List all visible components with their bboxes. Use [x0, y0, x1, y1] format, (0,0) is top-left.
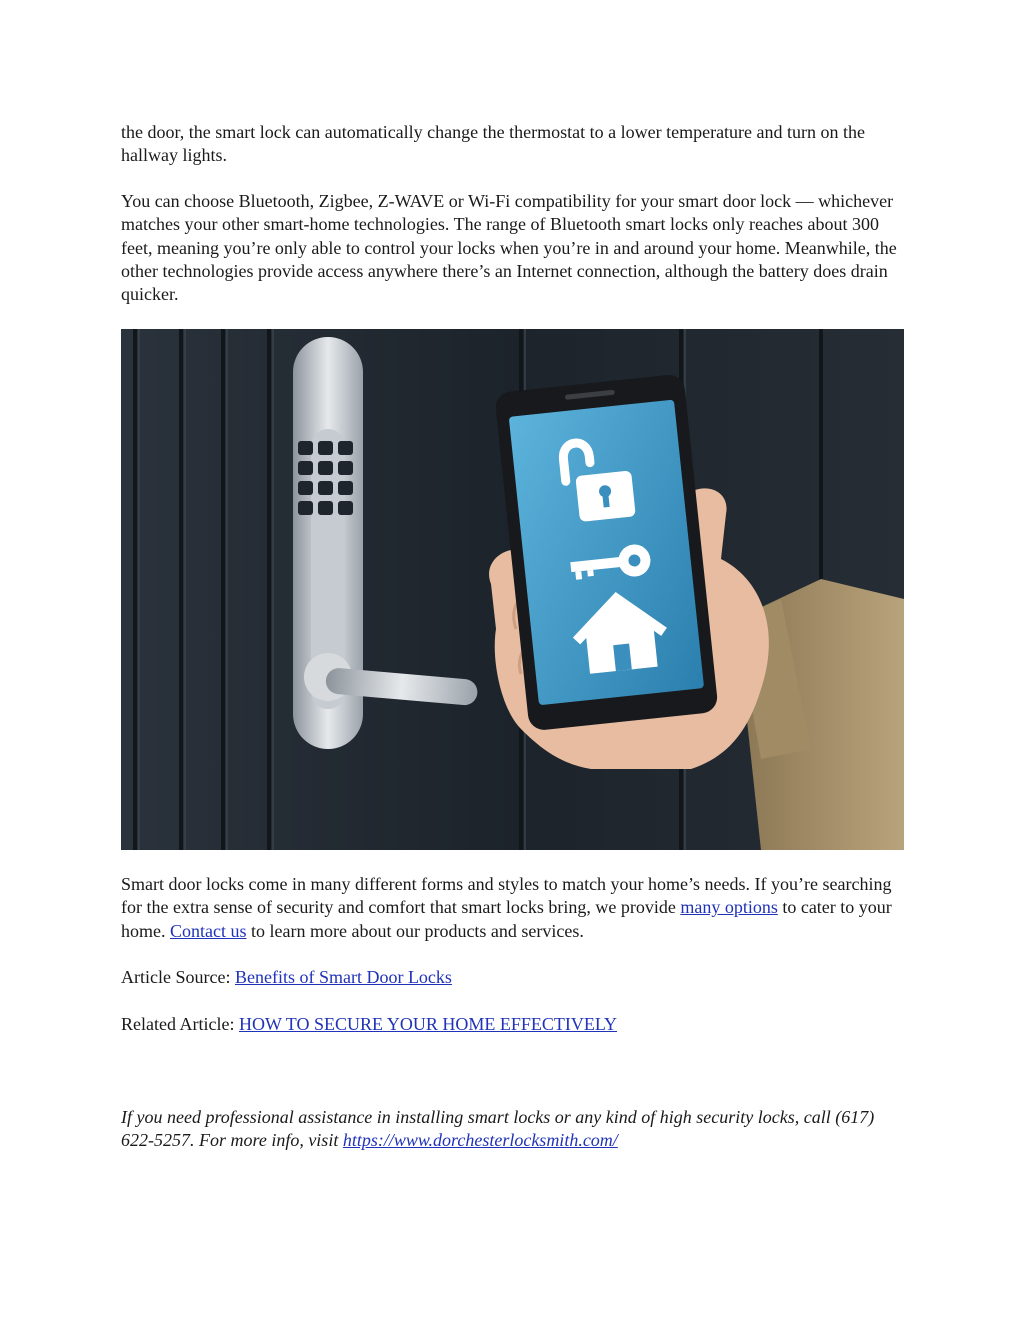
- paragraph-text: to cater to your home.: [121, 897, 892, 941]
- paragraph-text: the door, the smart lock can automatically change the thermostat to a lower temperature and turn on the hallway lights.: [121, 122, 866, 166]
- related-article-link[interactable]: HOW TO SECURE YOUR HOME EFFECTIVELY: [238, 1014, 618, 1034]
- website-link[interactable]: https://www.dorchesterlocksmith.com/: [342, 1130, 618, 1151]
- paragraph-options: [121, 873, 911, 943]
- many-options-link[interactable]: many options: [680, 897, 778, 918]
- paragraph-text: You can choose Bluetooth, Zigbee, Z-WAVE or Wi-Fi compatibility for your smart door lock — whichever matches your other smart-home technologies. The range of Bluetooth smart locks only reaches about 300 feet, meaning you’re only able to control your locks when you’re in and around your home. Meanwhile, the other technologies provide access anywhere there’s an Internet connection, although the battery does drain quicker.: [121, 191, 897, 305]
- article-source: [121, 966, 911, 989]
- footer-text: If you need professional assistance in installing smart locks or any kind of high security locks, call (617) 622-5257. For more info, visit: [121, 1107, 875, 1151]
- paragraph-intro-continued: [121, 121, 911, 168]
- related-article: [121, 1013, 911, 1036]
- paragraph-text: Smart door locks come in many different forms and styles to match your home’s needs. If you’re searching for the extra sense of security and comfort that smart locks bring, we provide: [121, 874, 892, 918]
- contact-us-link[interactable]: Contact us: [170, 920, 247, 941]
- paragraph-compatibility: [121, 190, 911, 306]
- smart-lock-photo: [121, 329, 904, 850]
- related-article-label: Related Article:: [121, 1014, 239, 1034]
- paragraph-text: to learn more about our products and services.: [246, 920, 584, 941]
- article-source-link[interactable]: Benefits of Smart Door Locks: [234, 967, 452, 987]
- article-source-label: Article Source:: [121, 967, 235, 987]
- footer-note: [121, 1106, 911, 1153]
